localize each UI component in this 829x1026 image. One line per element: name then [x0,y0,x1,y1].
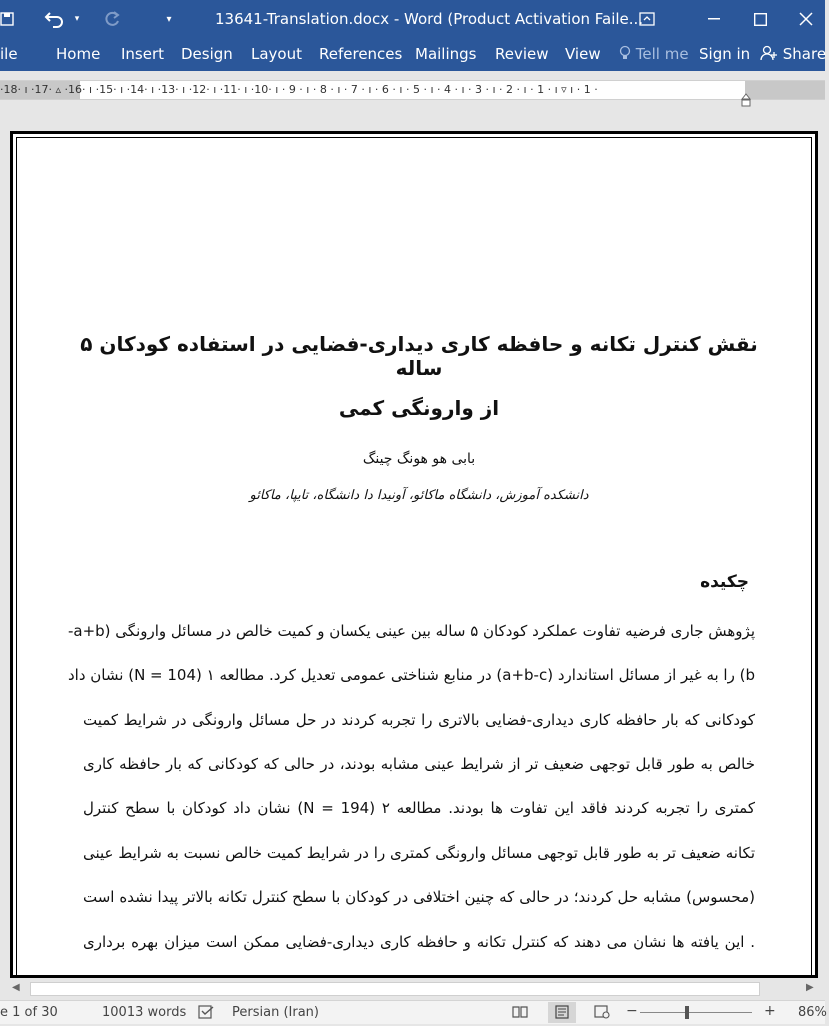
horizontal-scrollbar[interactable] [0,978,825,1000]
zoom-in-icon[interactable]: + [764,1003,776,1019]
abstract-line: (محسوس) مشابه حل کردند؛ در حالی که چنین اختلافی در کودکان با سطح کنترل تکانه بالاتر پیدا نشده است [83,888,755,906]
scroll-left-icon[interactable]: ◀ [12,982,20,993]
word-count[interactable]: 10013 words [102,1005,187,1020]
share-label: Share [782,45,827,63]
tell-me-label: Tell me [635,45,689,63]
zoom-out-icon[interactable]: − [626,1003,638,1019]
author-name: بابی هو هونگ چینگ [362,451,476,467]
redo-icon[interactable] [100,0,124,38]
document-title-line-1: نقش کنترل تکانه و حافظه کاری دیداری-فضایی در استفاده کودکان ۵ ساله [80,332,758,380]
tab-home[interactable]: Home [56,45,101,63]
ruler-area [0,71,825,131]
close-icon[interactable] [783,0,829,38]
ruler-numbers: ·18· ı ·17· ▵ ·16· ı ·15· ı ·14· ı ·13· ı ·12· ı ·11· ı ·10· ı · 9 · ı · 8 · ı · 7 · ı · 6 · ı · 5 · ı · 4 · ı · 3 · ı · 2 · ı · 1 · ı ▿ ı · 1 · [0,83,598,96]
tab-mailings[interactable]: Mailings [415,45,477,63]
tell-me-search[interactable] [619,45,689,63]
page-count[interactable]: e 1 of 30 [0,1005,58,1020]
document-title-line-2: از وارونگی کمی [338,396,500,420]
maximize-icon[interactable] [737,0,783,38]
person-icon [760,45,783,63]
save-icon[interactable] [0,0,14,38]
ribbon-display-options-icon[interactable] [624,0,670,38]
undo-icon[interactable] [40,0,70,38]
abstract-line: b) را به غیر از مسائل استاندارد (a+b-c) در منابع شناختی عمومی تعدیل کرد. مطالعه ۱ (N = 104) نشان داد [68,666,755,684]
abstract-line: کودکانی که بار حافظه کاری دیداری-فضایی بالاتری را تجربه کردند در حل مسائل وارونگی در شرایط کمیت [83,711,755,729]
tab-references[interactable]: References [319,45,403,63]
sign-in-link[interactable]: Sign in [699,45,751,63]
ruler-right-margin [745,81,825,99]
zoom-slider-thumb[interactable] [685,1006,689,1019]
undo-dropdown-icon[interactable]: ▾ [74,14,80,24]
zoom-level[interactable]: 86% [798,1005,827,1020]
author-affiliation: دانشکده آموزش، دانشگاه ماکائو، آونیدا دا دانشگاه، تایپا، ماکائو [249,488,589,503]
document-page[interactable] [10,131,818,978]
status-bar [0,1000,825,1024]
tab-design[interactable]: Design [181,45,233,63]
read-mode-icon[interactable] [512,1005,528,1023]
scroll-right-icon[interactable]: ▶ [806,982,814,993]
lightbulb-icon [619,45,636,63]
window-title: 13641-Translation.docx - Word (Product Activation Faile... [215,10,644,28]
abstract-line: . این یافته ها نشان می دهند که کنترل تکانه و حافظه کاری دیداری-فضایی ممکن است میزان بهره برداری [83,933,755,951]
zoom-slider[interactable] [640,1012,752,1013]
page-border [16,137,812,975]
minimize-icon[interactable] [691,0,737,38]
tab-view[interactable]: View [565,45,601,63]
abstract-line: پژوهش جاری فرضیه تفاوت عملکرد کودکان ۵ ساله بین عینی یکسان و کمیت خالص در مسائل وارونگی (a+b- [67,622,755,640]
print-layout-icon[interactable] [548,1002,576,1023]
ribbon-tabs [0,38,825,71]
horizontal-ruler[interactable] [0,80,825,100]
tab-review[interactable]: Review [495,45,549,63]
tab-insert[interactable]: Insert [121,45,165,63]
scrollbar-thumb[interactable] [30,982,760,996]
abstract-line: تکانه ضعیف تر به طور قابل توجهی مسائل وارونگی کمتری را در شرایط کمیت خالص نسبت به شرایط عینی [83,844,755,862]
abstract-line: خالص به طور قابل توجهی ضعیف تر از شرایط عینی مشابه بودند، در حالی که کودکانی که بار حافظه کاری [83,755,755,773]
title-bar [0,0,825,38]
language-indicator[interactable]: Persian (Iran) [232,1005,319,1020]
customize-quick-access-icon[interactable]: ▾ [166,13,172,25]
right-indent-marker[interactable] [741,92,751,111]
web-layout-icon[interactable] [594,1005,610,1023]
tab-file[interactable]: ile [0,45,18,63]
tab-layout[interactable]: Layout [251,45,302,63]
proofing-icon[interactable] [198,1005,216,1023]
abstract-line: کمتری را تجربه کردند فاقد این تفاوت ها بودند. مطالعه ۲ (N = 194) نشان داد کودکان با سطح کنترل [83,799,755,817]
abstract-heading: چکیده [700,572,749,592]
share-button[interactable] [760,45,826,63]
